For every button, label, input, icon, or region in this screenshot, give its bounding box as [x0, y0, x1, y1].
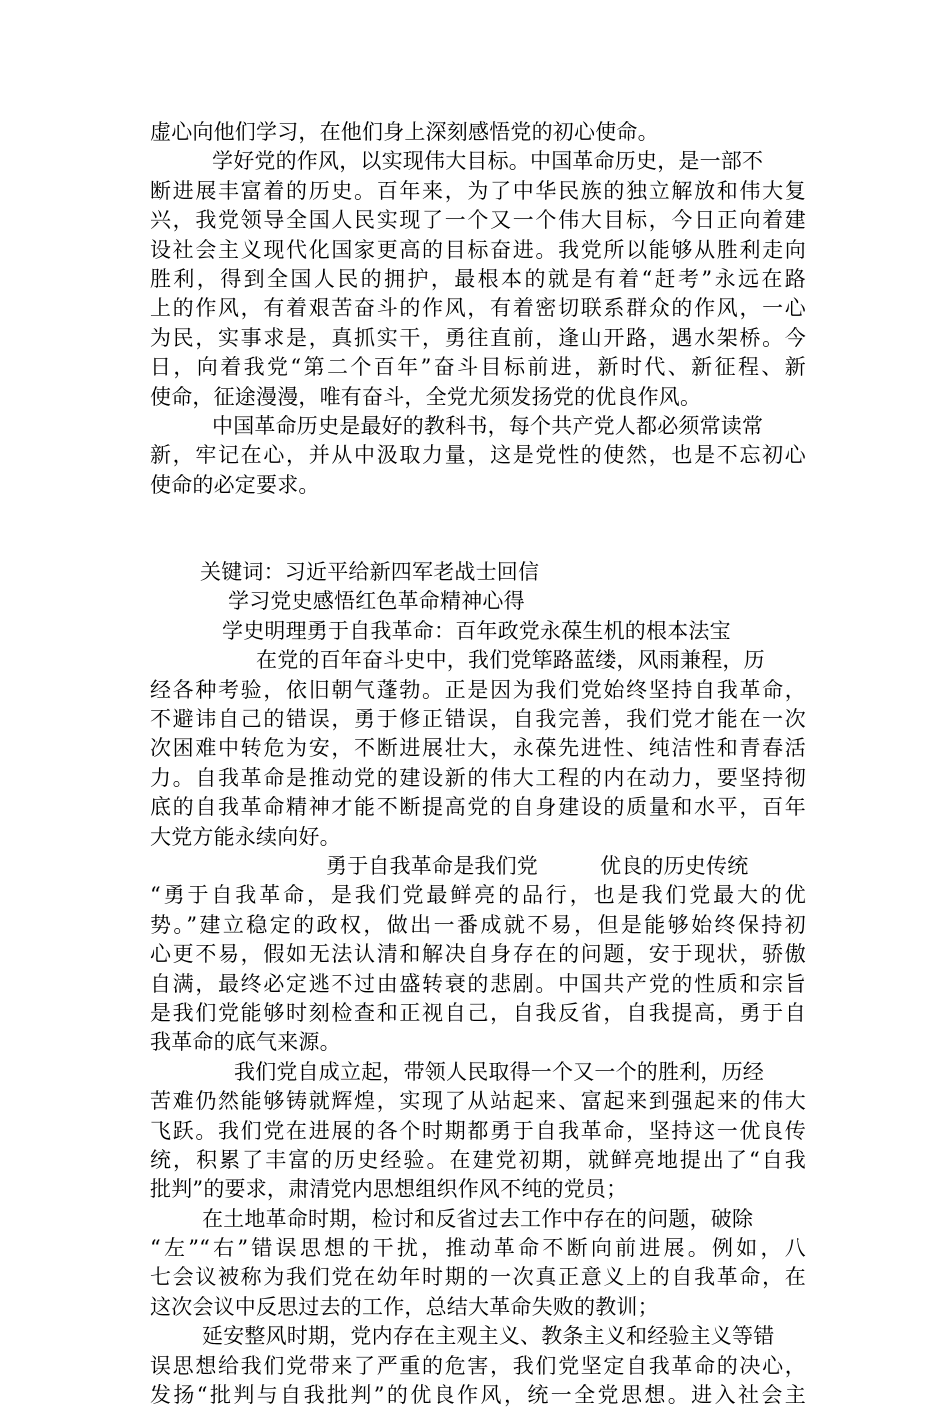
paragraph-line: 苦难仍然能够铸就辉煌，实现了从站起来、富起来到强起来的伟大 [150, 1089, 806, 1114]
paragraph-line: 大党方能永续向好。 [150, 824, 341, 849]
paragraph-line: 虚心向他们学习，在他们身上深刻感悟党的初心使命。 [150, 120, 659, 144]
paragraph-line: 发扬“批判与自我批判”的优良作风，统一全党思想。进入社会主 [150, 1383, 806, 1408]
paragraph-line: 飞跃。我们党在进展的各个时期都勇于自我革命，坚持这一优良传 [150, 1118, 806, 1143]
keywords-line: 关键词：习近平给新四军老战士回信 [200, 560, 540, 585]
paragraph-line: 我们党自成立起，带领人民取得一个又一个的胜利，历经 [234, 1059, 764, 1084]
section-heading [150, 852, 806, 881]
paragraph-line: 是我们党能够时刻检查和正视自己，自我反省，自我提高，勇于自 [150, 1000, 806, 1025]
paragraph-line: 学好党的作风，以实现伟大目标。中国革命历史，是一部不 [212, 149, 764, 174]
paragraph-line: 中国革命历史是最好的教科书，每个共产党人都必须常读常 [212, 413, 764, 438]
paragraph-line: “左”“右”错误思想的干扰，推动革命不断向前进展。例如，八 [150, 1236, 806, 1261]
section-heading-left: 勇于自我革命是我们党 [326, 853, 538, 878]
paragraph-line: 心更不易，假如无法认清和解决自身存在的问题，安于现状，骄傲 [150, 942, 806, 967]
paragraph-line: 我革命的底气来源。 [150, 1030, 341, 1055]
paragraph-line: 使命，征途漫漫，唯有奋斗，全党尤须发扬党的优良作风。 [150, 384, 702, 409]
paragraph-line: 兴，我党领导全国人民实现了一个又一个伟大目标，今日正向着建 [150, 208, 806, 233]
paragraph-line: 不避讳自己的错误，勇于修正错误，自我完善，我们党才能在一次 [150, 707, 806, 732]
paragraph-line: 误思想给我们党带来了严重的危害，我们党坚定自我革命的决心， [150, 1353, 806, 1378]
paragraph-line: 统，积累了丰富的历史经验。在建党初期，就鲜亮地提出了“自我 [150, 1147, 806, 1172]
paragraph-line: “勇于自我革命，是我们党最鲜亮的品行，也是我们党最大的优 [150, 883, 806, 908]
paragraph-line: 自满，最终必定逃不过由盛转衰的悲剧。中国共产党的性质和宗旨 [150, 971, 806, 996]
paragraph-line: 经各种考验，依旧朝气蓬勃。正是因为我们党始终坚持自我革命， [150, 677, 806, 702]
paragraph-line: 使命的必定要求。 [150, 472, 320, 497]
paragraph-line: 日，向着我党“第二个百年”奋斗目标前进，新时代、新征程、新 [150, 355, 806, 380]
paragraph-line: 设社会主义现代化国家更高的目标奋进。我党所以能够从胜利走向 [150, 237, 806, 262]
paragraph-line: 延安整风时期，党内存在主观主义、教条主义和经验主义等错 [202, 1324, 775, 1349]
paragraph-line: 在土地革命时期，检讨和反省过去工作中存在的问题，破除 [202, 1206, 754, 1231]
paragraph-line: 新，牢记在心，并从中汲取力量，这是党性的使然，也是不忘初心 [150, 443, 806, 468]
paragraph-line: 次困难中转危为安，不断进展壮大，永葆先进性、纯洁性和青春活 [150, 736, 806, 761]
paragraph-line: 在党的百年奋斗史中，我们党筚路蓝缕，风雨兼程，历 [256, 648, 765, 673]
paragraph-line: 为民，实事求是，真抓实干，勇往直前，逢山开路，遇水架桥。今 [150, 325, 806, 350]
paragraph-line: 断进展丰富着的历史。百年来，为了中华民族的独立解放和伟大复 [150, 178, 806, 203]
paragraph-line: 胜利，得到全国人民的拥护，最根本的就是有着“赶考”永远在路 [150, 266, 806, 291]
paragraph-line: 上的作风，有着艰苦奋斗的作风，有着密切联系群众的作风，一心 [150, 296, 806, 321]
paragraph-line: 七会议被称为我们党在幼年时期的一次真正意义上的自我革命，在 [150, 1265, 806, 1290]
paragraph-line: 这次会议中反思过去的工作，总结大革命失败的教训； [150, 1294, 659, 1319]
spacer [150, 500, 806, 558]
document-page [150, 118, 806, 1410]
paragraph-line: 批判”的要求，肃清党内思想组织作风不纯的党员； [150, 1177, 628, 1202]
paragraph-line: 底的自我革命精神才能不断提高党的自身建设的质量和水平，百年 [150, 795, 806, 820]
section-heading-right: 优良的历史传统 [600, 853, 749, 878]
paragraph-line: 力。自我革命是推动党的建设新的伟大工程的内在动力，要坚持彻 [150, 765, 806, 790]
article-title: 学史明理勇于自我革命：百年政党永葆生机的根本法宝 [222, 618, 731, 643]
paragraph-line: 势。”建立稳定的政权，做出一番成就不易，但是能够始终保持初 [150, 912, 806, 937]
subtitle: 学习党史感悟红色革命精神心得 [228, 589, 525, 614]
